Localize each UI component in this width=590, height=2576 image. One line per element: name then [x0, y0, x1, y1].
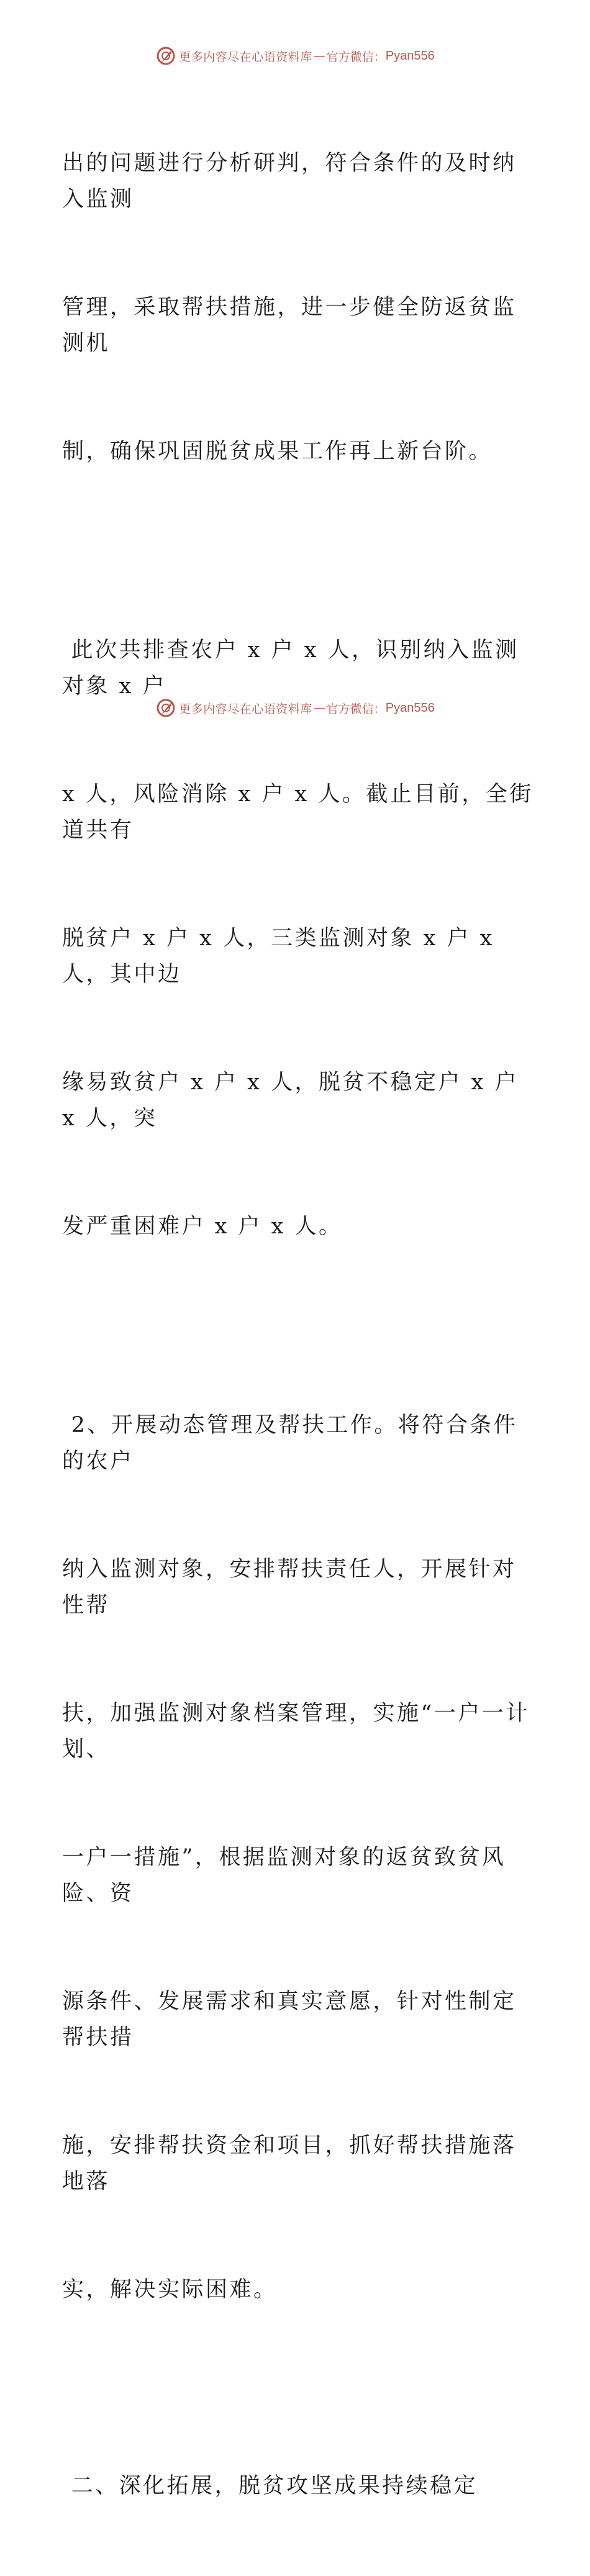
text-line: 源条件、发展需求和真实意愿，针对性制定帮扶措 [62, 1989, 517, 2050]
header-banner-text: 更多内容尽在心语资料库 [179, 50, 312, 64]
text-line: 实，解决实际困难。 [62, 2277, 278, 2302]
text-line: 发严重困难户 x 户 x 人。 [62, 1214, 343, 1239]
text-line: x 人，风险消除 x 户 x 人。截止目前，全街道共有 [62, 782, 533, 843]
header-wechat-label: 官方微信： [326, 50, 386, 64]
text-line: 施，安排帮扶资金和项目，抓好帮扶措施落地落 [62, 2133, 517, 2194]
text-line: 管理，采取帮扶措施，进一步健全防返贫监测机 [62, 295, 517, 356]
text-line: 制，确保巩固脱贫成果工作再上新台阶。 [62, 439, 493, 464]
text-line: 扶，加强监测对象档案管理，实施“一户一计划、 [62, 1701, 530, 1762]
text-line: 2、开展动态管理及帮扶工作。将符合条件的农户 [62, 1413, 518, 1474]
paragraph-2 [62, 560, 534, 1317]
text-line: 此次共排查农户 x 户 x 人，识别纳入监测对象 x 户 [62, 638, 519, 699]
paragraph-3 [62, 1335, 534, 2380]
footer-banner-dash: — [313, 701, 325, 715]
text-line: 二、深化拓展，脱贫攻坚成果持续稳定 [62, 2474, 478, 2498]
text-line: 出的问题进行分析研判，符合条件的及时纳入监测 [62, 151, 517, 212]
text-line: 纳入监测对象，安排帮扶责任人，开展针对性帮 [62, 1557, 517, 1618]
footer-banner [0, 696, 590, 720]
header-banner-dash: — [313, 49, 325, 63]
quill-logo-icon [155, 697, 176, 719]
footer-wechat-id: Pyan556 [385, 701, 435, 715]
document-body [62, 73, 534, 2576]
section-heading [62, 2396, 534, 2576]
text-line: 脱贫户 x 户 x 人，三类监测对象 x 户 x 人，其中边 [62, 926, 504, 987]
text-line: 缘易致贫户 x 户 x 人，脱贫不稳定户 x 户 x 人，突 [62, 1070, 528, 1131]
text-line: 一户一措施”，根据监测对象的返贫致贫风险、资 [62, 1845, 506, 1906]
footer-banner-text: 更多内容尽在心语资料库 [179, 702, 312, 716]
paragraph-1 [62, 73, 534, 542]
header-banner [0, 43, 590, 68]
quill-logo-icon [155, 45, 176, 66]
footer-wechat-label: 官方微信： [326, 702, 386, 716]
header-wechat-id: Pyan556 [385, 48, 435, 63]
